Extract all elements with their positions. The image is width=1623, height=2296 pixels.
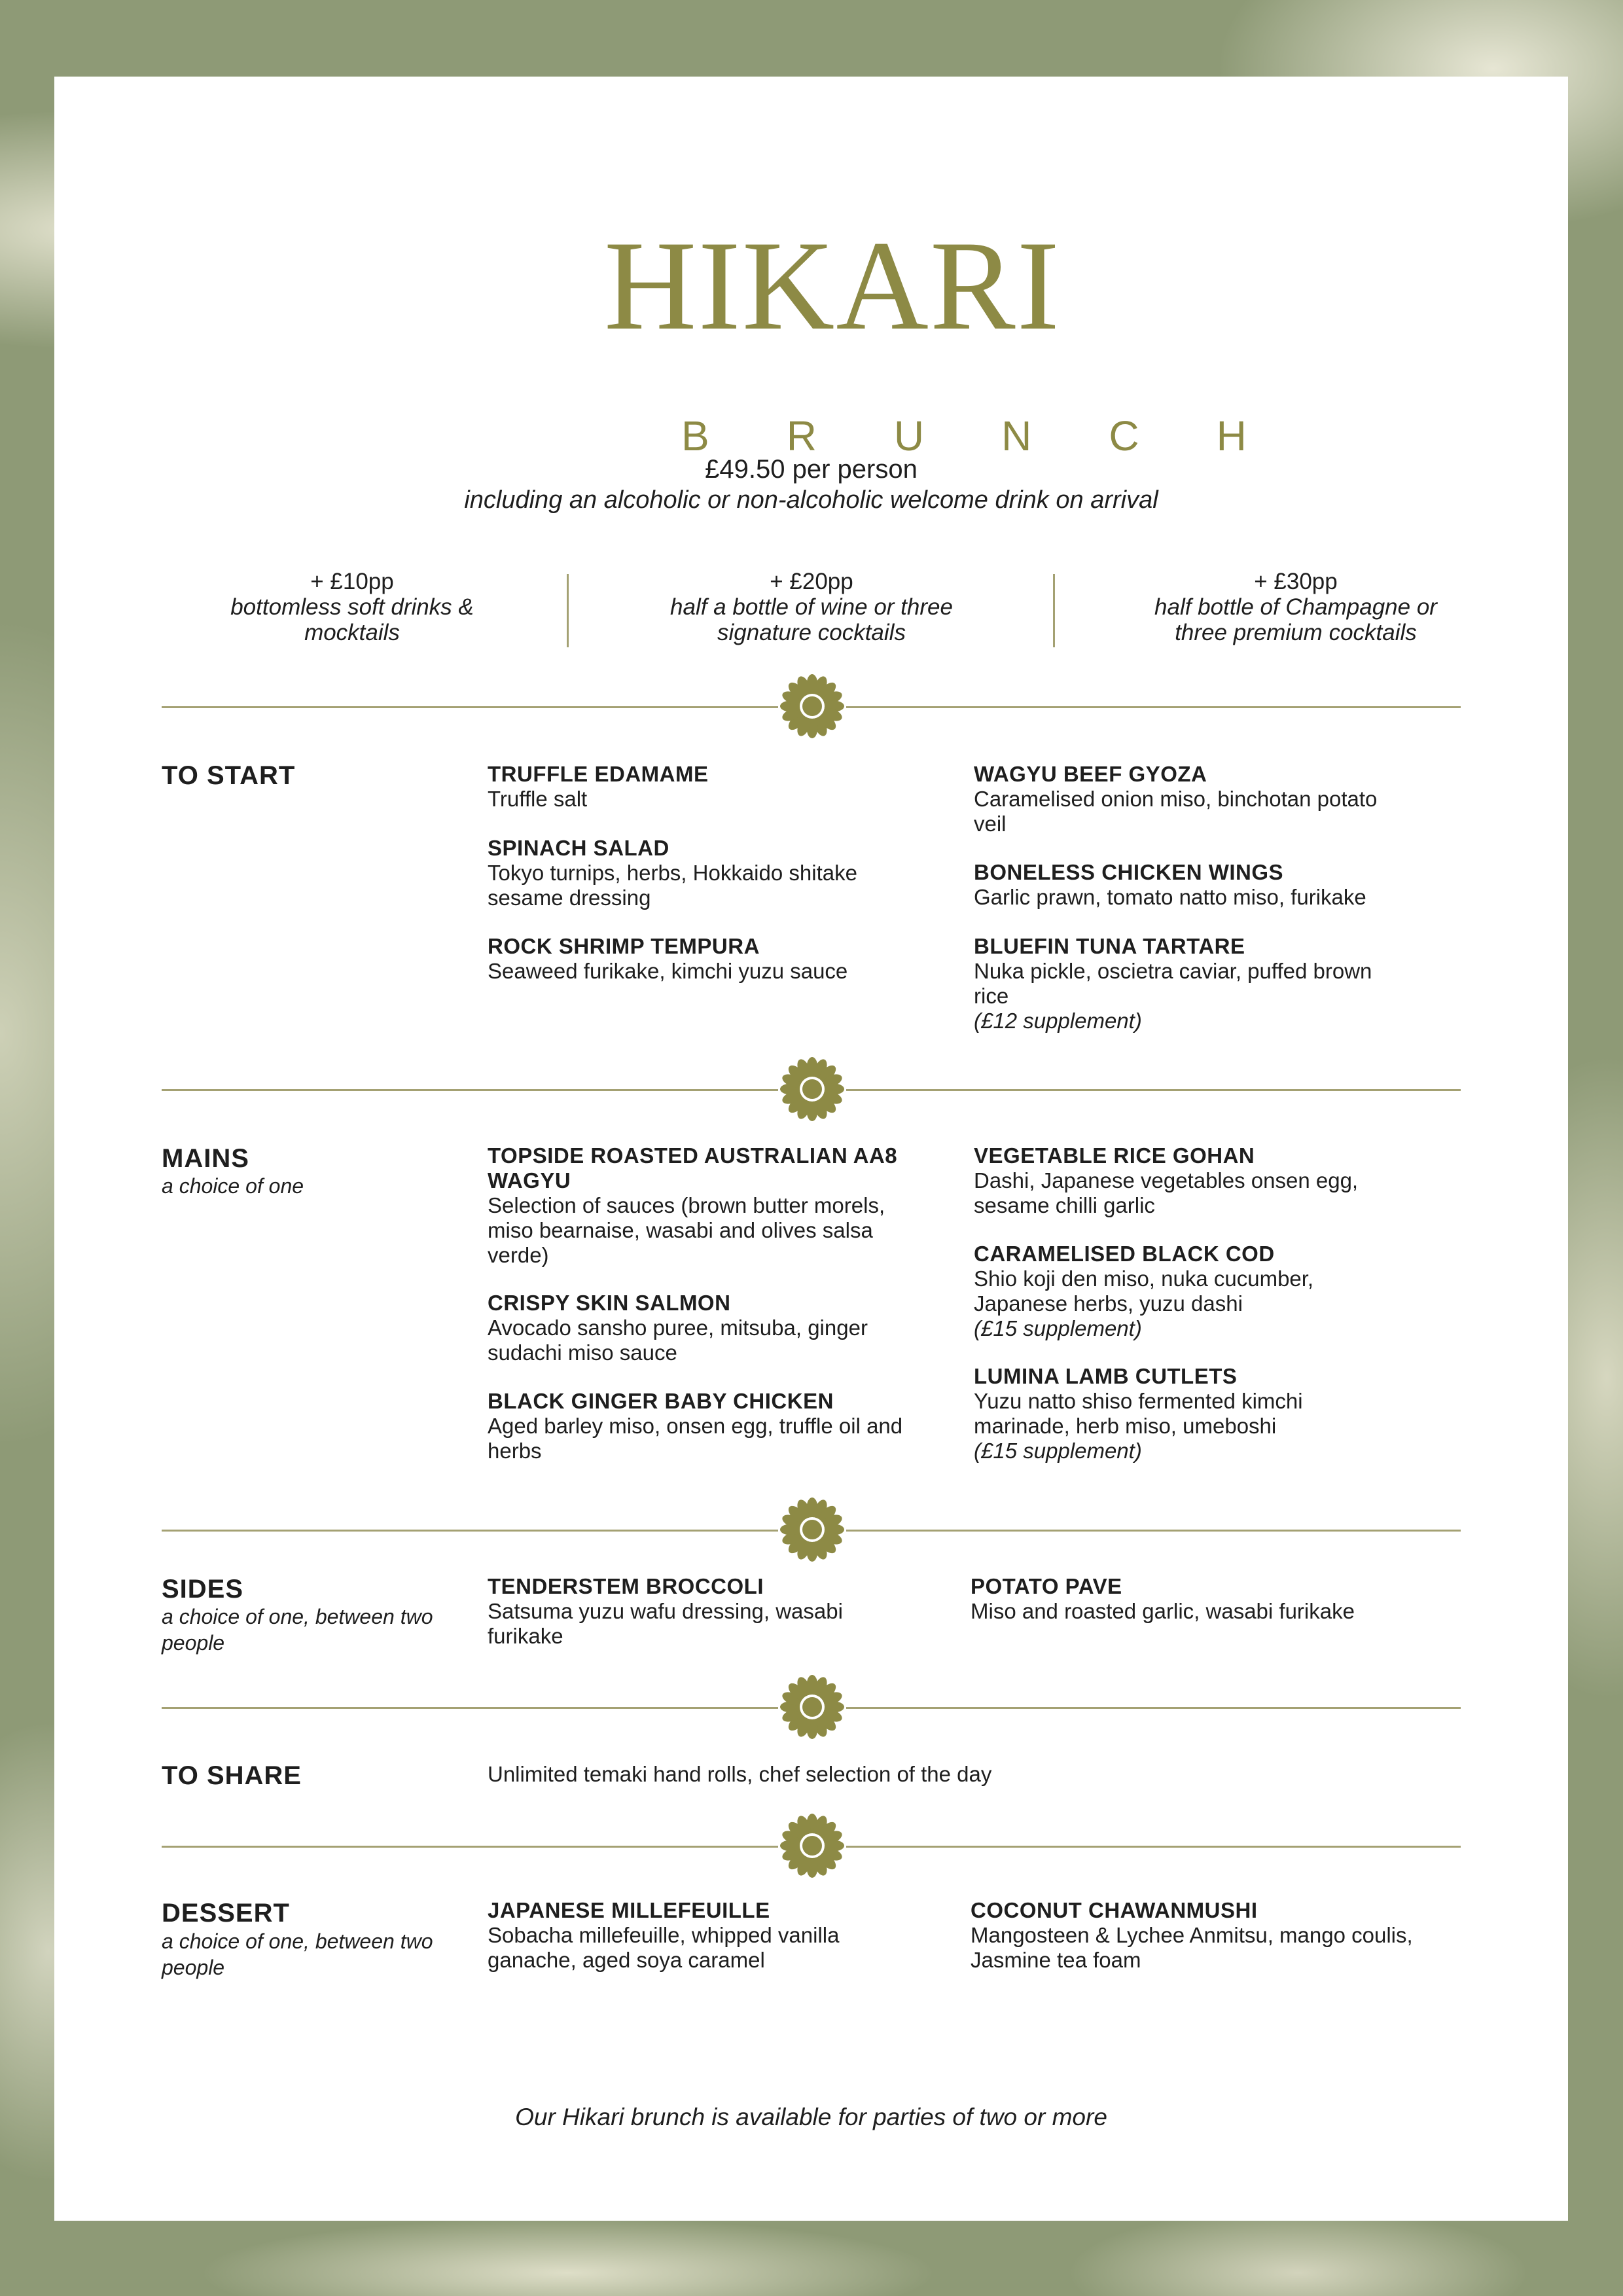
item-name: COCONUT CHAWANMUSHI (971, 1898, 1258, 1922)
item-description: Mangosteen & Lychee Anmitsu, mango coulis, Jasmine tea foam (971, 1923, 1413, 1972)
item-description: Shio koji den miso, nuka cucumber, Japanese herbs, yuzu dashi (974, 1266, 1314, 1316)
section-subtitle: a choice of one, between two people (162, 1605, 433, 1655)
item-description: Satsuma yuzu wafu dressing, wasabi furikake (488, 1599, 843, 1648)
menu-item (488, 1574, 893, 1649)
addon-description: half bottle of Champagne or three premium cocktails (1154, 594, 1437, 645)
item-name: JAPANESE MILLEFEUILLE (488, 1898, 770, 1922)
logo-wordmark: HIKARI (604, 215, 1061, 357)
item-supplement: (£15 supplement) (974, 1316, 1142, 1340)
menu-item (974, 934, 1393, 1033)
item-name: VEGETABLE RICE GOHAN (974, 1143, 1255, 1168)
menu-item (488, 934, 919, 984)
item-name: BLACK GINGER BABY CHICKEN (488, 1389, 834, 1413)
item-name: TRUFFLE EDAMAME (488, 762, 709, 786)
item-supplement: (£12 supplement) (974, 1009, 1142, 1033)
item-name: CARAMELISED BLACK COD (974, 1242, 1275, 1266)
to-share-description: Unlimited temaki hand rolls, chef selection of the day (488, 1762, 992, 1786)
item-name: CRISPY SKIN SALMON (488, 1291, 731, 1315)
item-description: Avocado sansho puree, mitsuba, ginger sudachi miso sauce (488, 1316, 868, 1365)
section-subtitle: a choice of one (162, 1174, 304, 1198)
item-description: Aged barley miso, onsen egg, truffle oil and herbs (488, 1414, 903, 1463)
addon-price: + £20pp (770, 569, 853, 594)
addon-20 (628, 569, 995, 645)
section-title-to-start: TO START (162, 761, 296, 790)
menu-item (974, 1364, 1393, 1463)
chrysanthemum-icon (778, 1055, 846, 1123)
menu-item (488, 1389, 906, 1463)
addon-separator (567, 574, 569, 647)
item-supplement: (£15 supplement) (974, 1439, 1142, 1463)
section-title-to-share: TO SHARE (162, 1761, 302, 1790)
menu-item (971, 1898, 1416, 1973)
addon-price: + £30pp (1254, 569, 1338, 594)
chrysanthemum-icon (778, 672, 846, 740)
item-description: Sobacha millefeuille, whipped vanilla ganache, aged soya caramel (488, 1923, 840, 1972)
item-name: BONELESS CHICKEN WINGS (974, 860, 1284, 884)
section-title-dessert: DESSERT (162, 1899, 290, 1928)
chrysanthemum-icon (778, 1812, 846, 1880)
footer-note: Our Hikari brunch is available for parties of two or more (515, 2104, 1107, 2130)
item-description: Tokyo turnips, herbs, Hokkaido shitake sesame dressing (488, 861, 857, 910)
section-subtitle: a choice of one, between two people (162, 1929, 433, 1979)
item-name: POTATO PAVE (971, 1574, 1122, 1598)
section-title-mains: MAINS (162, 1144, 249, 1173)
hikari-logo (604, 215, 1324, 459)
chrysanthemum-icon (778, 1496, 846, 1564)
item-description: Nuka pickle, oscietra caviar, puffed brown rice (974, 959, 1372, 1008)
item-name: BLUEFIN TUNA TARTARE (974, 934, 1245, 958)
item-name: SPINACH SALAD (488, 836, 669, 860)
addon-description: bottomless soft drinks & mocktails (230, 594, 474, 645)
menu-item (488, 1898, 893, 1973)
addon-30 (1113, 569, 1479, 645)
item-description: Dashi, Japanese vegetables onsen egg, sesame chilli garlic (974, 1168, 1359, 1217)
menu-item (974, 1242, 1393, 1341)
section-title-sides: SIDES (162, 1575, 244, 1604)
item-description: Garlic prawn, tomato natto miso, furikake (974, 885, 1366, 909)
item-description: Yuzu natto shiso fermented kimchi marinade, herb miso, umeboshi (974, 1389, 1303, 1438)
item-description: Caramelised onion miso, binchotan potato veil (974, 787, 1378, 836)
addon-separator (1053, 574, 1055, 647)
menu-item (488, 836, 919, 910)
price: £49.50 per person (705, 455, 918, 484)
menu-item (971, 1574, 1429, 1624)
item-name: LUMINA LAMB CUTLETS (974, 1364, 1238, 1388)
menu-item (974, 1143, 1432, 1218)
logo-subtitle: BRUNCH (681, 412, 1324, 459)
menu-item (974, 762, 1393, 836)
menu-item (488, 762, 919, 812)
addon-10 (169, 569, 535, 645)
addon-description: half a bottle of wine or three signature cocktails (670, 594, 953, 645)
item-name: TENDERSTEM BROCCOLI (488, 1574, 764, 1598)
item-name: WAGYU BEEF GYOZA (974, 762, 1207, 786)
item-description: Seaweed furikake, kimchi yuzu sauce (488, 959, 848, 983)
item-name: ROCK SHRIMP TEMPURA (488, 934, 760, 958)
chrysanthemum-icon (778, 1673, 846, 1741)
menu-item (488, 1291, 906, 1365)
addon-price: + £10pp (310, 569, 394, 594)
item-description: Truffle salt (488, 787, 588, 811)
item-description: Selection of sauces (brown butter morels, miso bearnaise, wasabi and olives salsa verde) (488, 1193, 885, 1267)
menu-card (54, 77, 1568, 2221)
price-note: including an alcoholic or non-alcoholic welcome drink on arrival (464, 486, 1158, 514)
item-name: TOPSIDE ROASTED AUSTRALIAN AA8 WAGYU (488, 1143, 898, 1193)
menu-item (974, 860, 1432, 910)
menu-item (488, 1143, 906, 1268)
item-description: Miso and roasted garlic, wasabi furikake (971, 1599, 1355, 1623)
